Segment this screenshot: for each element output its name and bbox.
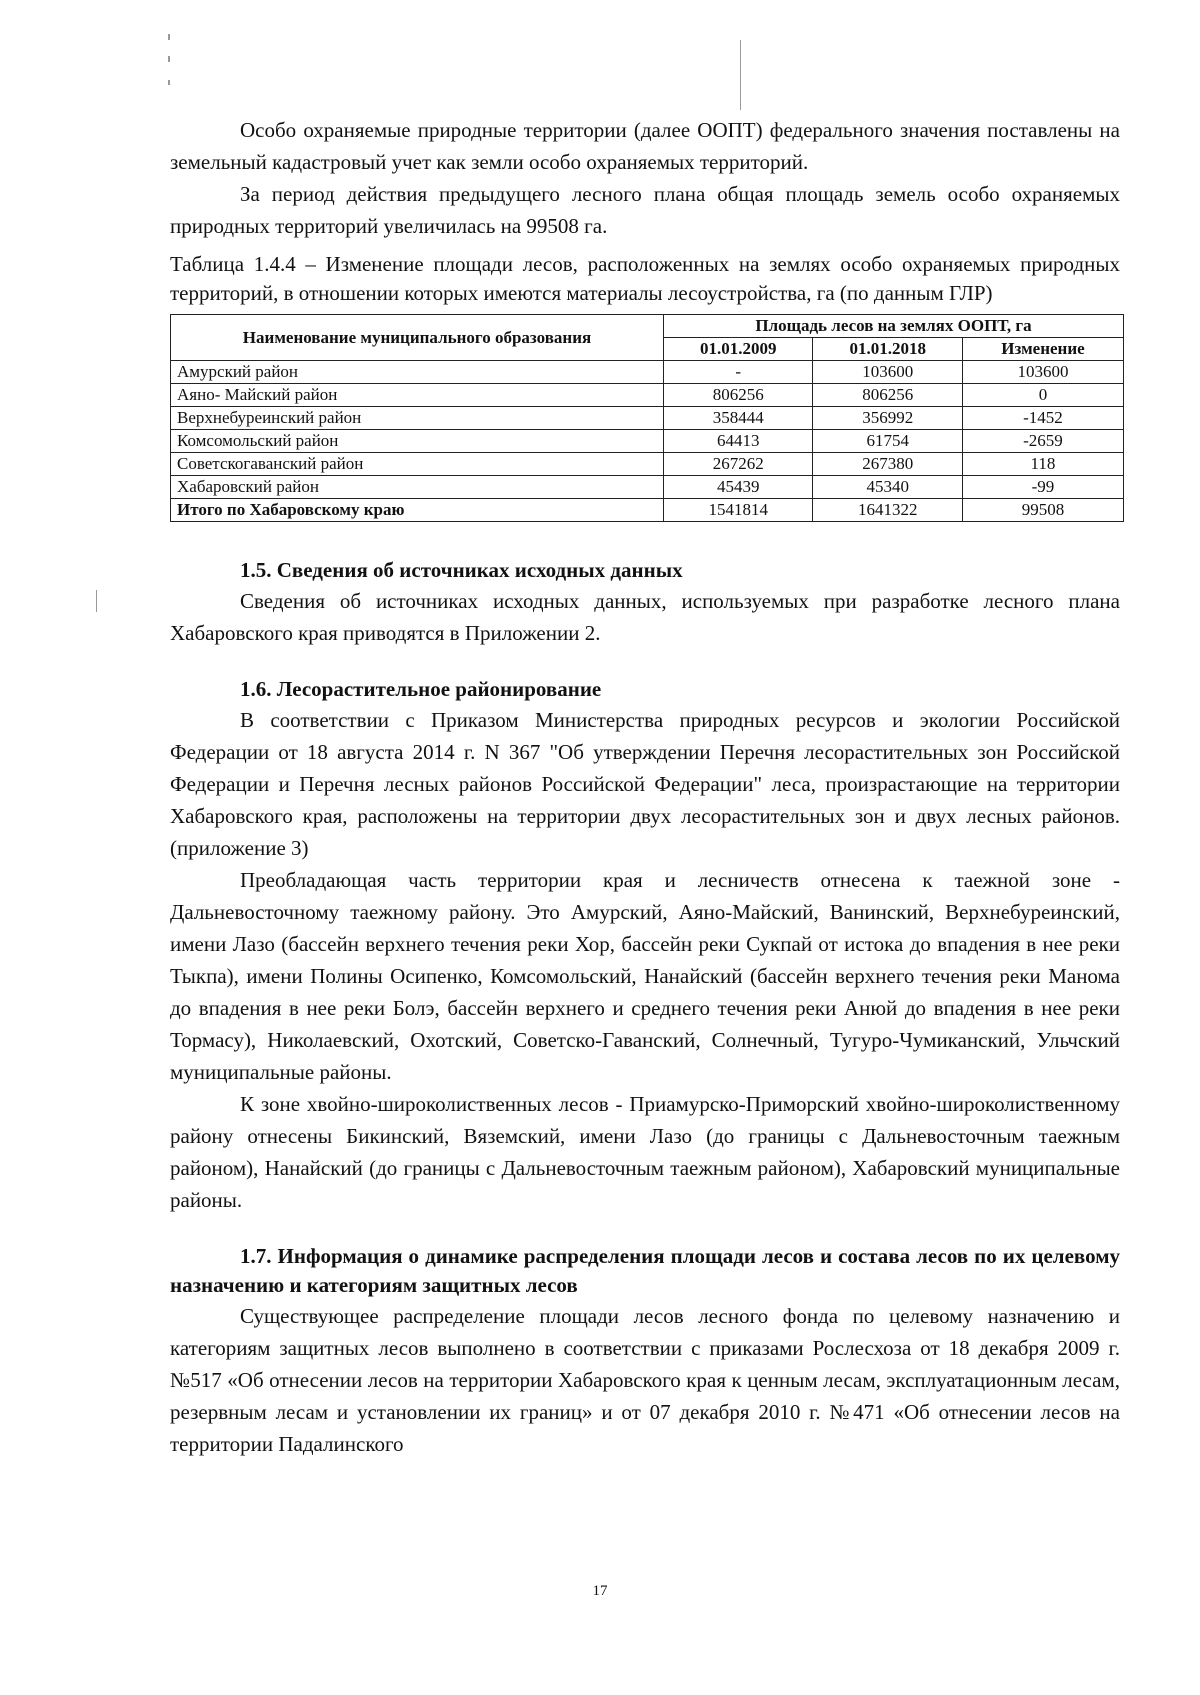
table-row bbox=[171, 384, 1124, 407]
total-2009: 1541814 bbox=[664, 499, 813, 522]
value-2018: 356992 bbox=[813, 407, 962, 430]
section-paragraph: К зоне хвойно-широколиственных лесов - Приамурско-Приморский хвойно-широколиственному району отнесены Бикинский, Вяземский, имени Лазо (до границы с Дальневосточным таежным районом), Нанайский (до границы с Дальневосточным таежным районом), Хабаровский муниципальные районы. bbox=[170, 1092, 1120, 1212]
oopt-forest-area-table bbox=[170, 314, 1124, 522]
section-heading-1-7: 1.7. Информация о динамике распределения площади лесов и состава лесов по их целевому назначению и категориям защитных лесов bbox=[170, 1244, 1120, 1297]
value-2018: 267380 bbox=[813, 453, 962, 476]
scan-artifact bbox=[168, 80, 170, 85]
page-number: 17 bbox=[592, 1583, 608, 1599]
table-row bbox=[171, 407, 1124, 430]
value-change: 103600 bbox=[962, 361, 1123, 384]
scan-artifact bbox=[168, 56, 170, 62]
value-2009: - bbox=[664, 361, 813, 384]
value-2009: 267262 bbox=[664, 453, 813, 476]
scan-artifact bbox=[168, 34, 170, 40]
value-change: 118 bbox=[962, 453, 1123, 476]
value-2018: 61754 bbox=[813, 430, 962, 453]
value-change: -2659 bbox=[962, 430, 1123, 453]
total-change: 99508 bbox=[962, 499, 1123, 522]
value-2009: 64413 bbox=[664, 430, 813, 453]
column-header-2018: 01.01.2018 bbox=[813, 338, 962, 361]
total-2018: 1641322 bbox=[813, 499, 962, 522]
section-paragraph: Сведения об источниках исходных данных, используемых при разработке лесного плана Хабаровского края приводятся в Приложении 2. bbox=[170, 589, 1120, 645]
intro-paragraph: Особо охраняемые природные территории (далее ООПТ) федерального значения поставлены на земельный кадастровый учет как земли особо охраняемых территорий. bbox=[170, 118, 1120, 174]
main-content bbox=[170, 114, 1120, 1460]
section-paragraph: Существующее распределение площади лесов лесного фонда по целевому назначению и категориям защитных лесов выполнено в соответствии с приказами Рослесхоза от 18 декабря 2009 г. №517 «Об отнесении лесов на территории Хабаровского края к ценным лесам, эксплуатационным лесам, резервным лесам и установлении их границ» и от 07 декабря 2010 г. №471 «Об отнесении лесов на территории Падалинского bbox=[170, 1304, 1120, 1456]
column-header-2009: 01.01.2009 bbox=[664, 338, 813, 361]
row-name: Аяно- Майский район bbox=[171, 384, 664, 407]
row-name: Хабаровский район bbox=[171, 476, 664, 499]
total-name: Итого по Хабаровскому краю bbox=[171, 499, 664, 522]
value-2018: 103600 bbox=[813, 361, 962, 384]
value-2009: 358444 bbox=[664, 407, 813, 430]
scan-artifact bbox=[96, 590, 97, 612]
column-header-change: Изменение bbox=[962, 338, 1123, 361]
row-name: Комсомольский район bbox=[171, 430, 664, 453]
table-row bbox=[171, 453, 1124, 476]
table-row bbox=[171, 430, 1124, 453]
row-name: Амурский район bbox=[171, 361, 664, 384]
value-2009: 806256 bbox=[664, 384, 813, 407]
table-row bbox=[171, 476, 1124, 499]
value-change: 0 bbox=[962, 384, 1123, 407]
value-2018: 45340 bbox=[813, 476, 962, 499]
column-header-name: Наименование муниципального образования bbox=[171, 315, 664, 361]
table-row bbox=[171, 361, 1124, 384]
row-name: Верхнебуреинский район bbox=[171, 407, 664, 430]
row-name: Советскогаванский район bbox=[171, 453, 664, 476]
section-heading-1-6: 1.6. Лесорастительное районирование bbox=[240, 677, 602, 701]
intro-paragraph: За период действия предыдущего лесного плана общая площадь земель особо охраняемых природных территорий увеличилась на 99508 га. bbox=[170, 182, 1120, 238]
column-header-group: Площадь лесов на землях ООПТ, га bbox=[664, 315, 1124, 338]
table-total-row bbox=[171, 499, 1124, 522]
value-change: -99 bbox=[962, 476, 1123, 499]
section-paragraph: В соответствии с Приказом Министерства природных ресурсов и экологии Российской Федерации от 18 августа 2014 г. N 367 "Об утверждении Перечня лесорастительных зон Российской Федерации и Перечня лесных районов Российской Федерации" леса, произрастающие на территории Хабаровского края, расположены на территории двух лесорастительных зон и двух лесных районов. (приложение 3) bbox=[170, 708, 1120, 860]
scan-artifact bbox=[740, 40, 741, 110]
section-paragraph: Преобладающая часть территории края и лесничеств отнесена к таежной зоне - Дальневосточному таежному району. Это Амурский, Аяно-Майский, Ванинский, Верхнебуреинский, имени Лазо (бассейн верхнего течения реки Хор, бассейн реки Сукпай от истока до впадения в нее реки Тыкпа), имени Полины Осипенко, Комсомольский, Нанайский (бассейн верхнего течения реки Манома до впадения в нее реки Болэ, бассейн верхнего и среднего течения реки Анюй до впадения в нее реки Тормасу), Николаевский, Охотский, Советско-Гаванский, Солнечный, Тугуро-Чумиканский, Ульчский муниципальные районы. bbox=[170, 868, 1120, 1084]
value-change: -1452 bbox=[962, 407, 1123, 430]
value-2009: 45439 bbox=[664, 476, 813, 499]
section-heading-1-5: 1.5. Сведения об источниках исходных данных bbox=[240, 558, 683, 582]
table-caption: Таблица 1.4.4 – Изменение площади лесов, расположенных на землях особо охраняемых природных территорий, в отношении которых имеются материалы лесоустройства, га (по данным ГЛР) bbox=[170, 252, 1120, 305]
value-2018: 806256 bbox=[813, 384, 962, 407]
